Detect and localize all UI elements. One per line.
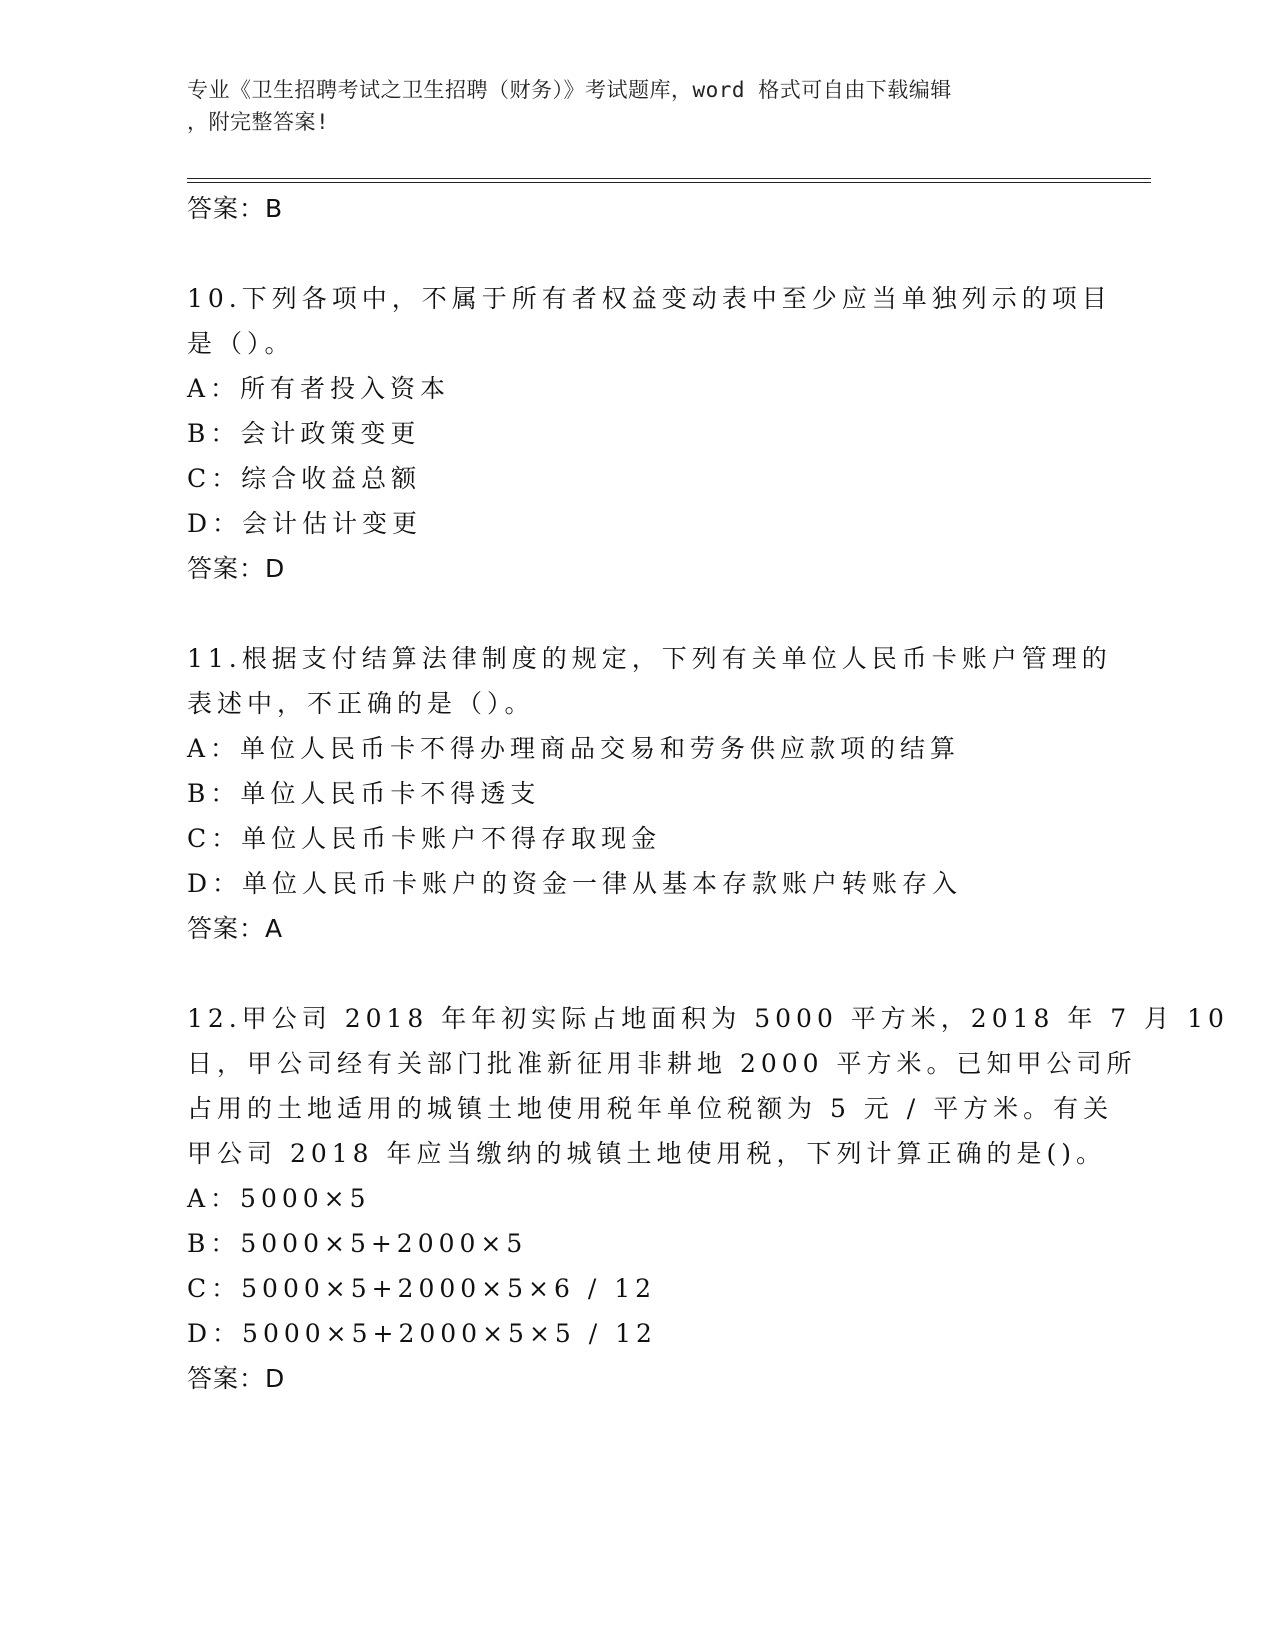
question-stem: 甲公司 2018 年应当缴纳的城镇土地使用税，下列计算正确的是()。 [187,1139,1107,1168]
question-stem: 12.甲公司 2018 年年初实际占地面积为 5000 平方米，2018 年 7 月 10 [187,1004,1229,1033]
option-a: A：5000×5 [187,1184,371,1213]
question-block [187,996,1229,1401]
question-stem: 占用的土地适用的城镇土地使用税年单位税额为 5 元 / 平方米。有关 [187,1094,1114,1123]
question-block [187,276,1112,591]
option-a: A：单位人民币卡不得办理商品交易和劳务供应款项的结算 [187,734,961,763]
header-line: ，附完整答案! [187,110,330,134]
header-divider [187,178,1151,179]
option-b: B：会计政策变更 [187,419,421,448]
header-divider [187,182,1151,183]
option-b: B：单位人民币卡不得透支 [187,779,541,808]
question-stem: 10.下列各项中，不属于所有者权益变动表中至少应当单独列示的项目 [187,284,1112,313]
answer-line: 答案：D [187,1364,286,1393]
question-stem: 日，甲公司经有关部门批准新征用非耕地 2000 平方米。已知甲公司所 [187,1049,1137,1078]
answer-line: 答案：B [187,194,284,223]
question-block [187,636,1112,951]
option-d: D：单位人民币卡账户的资金一律从基本存款账户转账存入 [187,869,963,898]
option-d: D：会计估计变更 [187,509,423,538]
option-c: C：综合收益总额 [187,464,422,493]
spacer [187,951,1087,996]
question-stem: 表述中，不正确的是（）。 [187,689,535,718]
spacer [187,591,1087,636]
question-stem: 11.根据支付结算法律制度的规定，下列有关单位人民币卡账户管理的 [187,644,1112,673]
header-line: 专业《卫生招聘考试之卫生招聘（财务）》考试题库，word 格式可自由下载编辑 [187,78,952,102]
option-c: C：单位人民币卡账户不得存取现金 [187,824,662,853]
answer-line: 答案：A [187,914,284,943]
document-header [187,74,1067,138]
question-content [187,186,1229,1401]
question-stem: 是（）。 [187,329,295,358]
option-b: B：5000×5+2000×5 [187,1229,528,1258]
spacer [187,231,1087,276]
option-d: D：5000×5+2000×5×5 / 12 [187,1319,657,1348]
answer-line: 答案：D [187,554,286,583]
option-a: A：所有者投入资本 [187,374,451,403]
option-c: C：5000×5+2000×5×6 / 12 [187,1274,657,1303]
